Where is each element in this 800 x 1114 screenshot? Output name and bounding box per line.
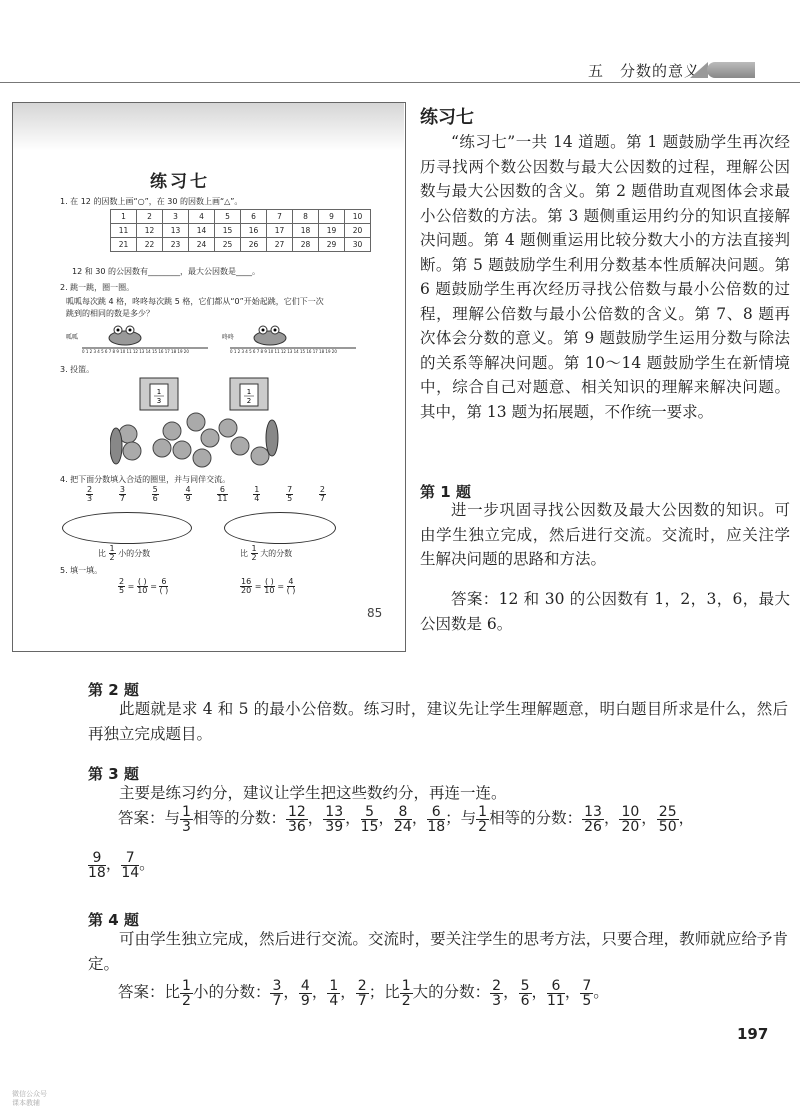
- thumb-q5-text: 5. 填一填。: [60, 566, 103, 575]
- fraction: $\frac{1}{4}$: [329, 977, 339, 1009]
- grid-row: [111, 224, 371, 238]
- q4-body: 可由学生独立完成，然后进行交流。交流时，要关注学生的思考方法，只要合理，教师就应给予肯定。: [88, 930, 788, 973]
- grid-cell: 5: [215, 210, 241, 224]
- fraction: $\frac{2}{7}$: [357, 977, 367, 1009]
- header-rule: [0, 82, 800, 83]
- frog-right-icon: [254, 326, 286, 345]
- thumb-title: 练习七: [150, 172, 210, 192]
- grid-cell: 22: [137, 238, 163, 252]
- q4-half-a: $\frac{1}{2}$: [182, 977, 191, 1009]
- watermark: 微信公众号 课本教辅: [12, 1090, 47, 1107]
- numline-ticks-left: 0 1 2 3 4 5 6 7 8 9 10 11 12 13 14 15 16 17 18 19 20: [82, 349, 189, 354]
- thumb-q2-text: 2. 跳一跳，圈一圈。: [60, 283, 135, 292]
- fraction: $\frac{13}{39}$: [325, 803, 344, 835]
- right-oval: [224, 512, 336, 544]
- fraction: $\frac{5}{6}$: [520, 977, 530, 1009]
- grid-row: [111, 210, 371, 224]
- fraction: $\frac{6}{11}$: [217, 485, 228, 503]
- header-tab: [707, 62, 755, 78]
- fraction: $\frac{25}{50}$: [658, 803, 677, 835]
- frog-number-lines: [70, 320, 360, 360]
- grid-cell: 13: [163, 224, 189, 238]
- thumb-q2-body1: 呱呱每次跳 4 格，咚咚每次跳 5 格，它们都从“0”开始起跳，它们下一次: [66, 297, 324, 306]
- q4-answer: 答案：比 $\frac{1}{2}$ 小的分数： $\frac{3}{7}$ ， $\frac{4}{9}$ ， $\frac{1}{4}$ ， $\frac{2}{7}$ ；比 $\frac{1}{2}$ 大的分数： $\frac{2}{3}$ ， $\frac{5}{6}$ ， $\frac{6}{11}$ ， $\frac{7}{5}$ 。: [118, 977, 609, 1009]
- svg-text:3: 3: [156, 397, 162, 405]
- fraction: $\frac{8}{24}$: [393, 803, 412, 835]
- svg-text:1: 1: [246, 388, 252, 396]
- fraction: $\frac{1}{4}$: [254, 485, 260, 503]
- textbook-page-gradient: [13, 103, 404, 151]
- grid-cell: 4: [189, 210, 215, 224]
- thumb-q5-right: $\frac{16}{20}$ = $\frac{( )}{10}$ = $\frac{4}{( )}$: [241, 577, 296, 595]
- fraction: $\frac{4}{9}$: [185, 485, 191, 503]
- basketball-illustration: [110, 376, 280, 468]
- fraction: $\frac{2}{7}$: [319, 485, 325, 503]
- thumb-q4-text: 4. 把下面分数填入合适的圈里，并与同伴交流。: [60, 475, 231, 484]
- grid-row: [111, 238, 371, 252]
- q4-title: 第 4 题: [88, 911, 139, 929]
- svg-text:1: 1: [156, 388, 162, 396]
- q1-answer: 答案：12 和 30 的公因数有 1，2，3，6，最大公因数是 6。: [420, 590, 790, 633]
- frog-left-label: 呱呱: [66, 334, 79, 341]
- grid-cell: 20: [345, 224, 371, 238]
- grid-cell: 25: [215, 238, 241, 252]
- q4-half-b: $\frac{1}{2}$: [401, 977, 411, 1009]
- frog-left-icon: [109, 326, 141, 345]
- grid-cell: 9: [319, 210, 345, 224]
- grid-cell: 12: [137, 224, 163, 238]
- chapter-header: 五 分数的意义: [588, 62, 701, 80]
- q1-body: 进一步巩固寻找公因数及最大公因数的知识。可由学生独立完成，然后进行交流。交流时，应关注学生解决问题的思路和方法。: [420, 501, 790, 568]
- q3-title: 第 3 题: [88, 765, 139, 783]
- grid-cell: 15: [215, 224, 241, 238]
- q3-answer-line2: $\frac{9}{18}$ ， $\frac{7}{14}$ 。: [88, 849, 155, 881]
- thumb-q1-fill: 12 和 30 的公因数有________，最大公因数是____。: [72, 267, 260, 276]
- thumb-q4-fractions: [86, 486, 326, 503]
- fraction: $\frac{6}{11}$: [547, 977, 565, 1009]
- grid-cell: 19: [319, 224, 345, 238]
- fraction: $\frac{7}{5}$: [582, 977, 592, 1009]
- fraction: $\frac{10}{20}$: [621, 803, 640, 835]
- numline-ticks-right: 0 1 2 3 4 5 6 7 8 9 10 11 12 13 14 15 16 17 18 19 20: [230, 349, 337, 354]
- grid-cell: 23: [163, 238, 189, 252]
- thumb-q2-body2: 跳到的相同的数是多少？: [66, 309, 154, 318]
- fraction: $\frac{9}{18}$: [88, 849, 106, 881]
- q2-body: 此题就是求 4 和 5 的最小公倍数。练习时，建议先让学生理解题意，明白题目所求是什么，然后再独立完成题目。: [88, 700, 788, 743]
- grid-cell: 17: [267, 224, 293, 238]
- fraction: $\frac{7}{5}$: [287, 485, 293, 503]
- fraction: $\frac{2}{3}$: [87, 485, 93, 503]
- grid-cell: 10: [345, 210, 371, 224]
- q3-body: 主要是练习约分，建议让学生把这些数约分，再连一连。: [119, 784, 507, 802]
- grid-cell: 24: [189, 238, 215, 252]
- fraction: $\frac{2}{3}$: [492, 977, 502, 1009]
- thumb-q1-text: 1. 在 12 的因数上画“○”，在 30 的因数上画“△”。: [60, 197, 243, 206]
- q3-third: $\frac{1}{3}$: [182, 803, 191, 835]
- fraction: $\frac{13}{26}$: [584, 803, 602, 835]
- grid-cell: 6: [241, 210, 267, 224]
- grid-cell: 26: [241, 238, 267, 252]
- grid-cell: 7: [267, 210, 293, 224]
- grid-cell: 11: [111, 224, 137, 238]
- page-number: 197: [737, 1025, 769, 1043]
- grid-cell: 27: [267, 238, 293, 252]
- grid-cell: 1: [111, 210, 137, 224]
- thumb-q5-left: $\frac{2}{5}$ = $\frac{( )}{10}$ = $\frac{6}{( )}$: [119, 577, 169, 595]
- thumb-half-right: $\frac{1}{2}$: [251, 544, 257, 562]
- grid-cell: 16: [241, 224, 267, 238]
- thumb-q4-right-label: 比 $\frac{1}{2}$ 大的分数: [240, 544, 293, 562]
- grid-cell: 3: [163, 210, 189, 224]
- section-title: 练习七: [420, 107, 474, 128]
- thumb-q3-text: 3. 投篮。: [60, 365, 95, 374]
- left-oval: [62, 512, 192, 544]
- q3-answer-line1: 答案：与 $\frac{1}{3}$ 相等的分数： $\frac{12}{36}$ ， $\frac{13}{39}$ ， $\frac{5}{15}$ ， $\frac{8}{24}$ ， $\frac{6}{18}$ ；与 $\frac{1}{2}$ 相等的分数： $\frac{13}{26}$ ， $\frac{10}{20}$ ， $\frac{25}{50}$ ，: [118, 803, 695, 835]
- header-decoration: [690, 62, 708, 78]
- thumb-page-number: 85: [367, 606, 383, 620]
- fraction: $\frac{6}{18}$: [427, 803, 446, 835]
- fraction: $\frac{4}{9}$: [300, 977, 310, 1009]
- factor-grid: [110, 209, 371, 252]
- grid-cell: 29: [319, 238, 345, 252]
- grid-cell: 2: [137, 210, 163, 224]
- q1-title: 第 1 题: [420, 483, 471, 501]
- fraction: $\frac{5}{15}$: [360, 803, 379, 835]
- thumb-q4-left-label: 比 $\frac{1}{2}$ 小的分数: [98, 544, 151, 562]
- fraction: $\frac{7}{14}$: [121, 849, 140, 881]
- svg-text:2: 2: [246, 397, 252, 405]
- grid-cell: 14: [189, 224, 215, 238]
- intro-paragraph: “练习七”一共 14 道题。第 1 题鼓励学生再次经历寻找两个数公因数与最大公因数的过程，理解公因数与最大公因数的含义。第 2 题借助直观图体会求最小公倍数的方法。第 3 题侧重运用约分的知识直接解决问题。第 4 题侧重运用比较分数大小的方法直接判断。第 5 题鼓励学生利用分数基本性质解决问题。第 6 题鼓励学生再次经历寻找公倍数与最小公倍数的过程，理解公倍数与最小公倍数的含义。第 7、8 题再次体会分数的意义。第 9 题鼓励学生运用分数与除法的关系等解决问题。第 10～14 题鼓励学生在新情境中，综合自己对题意、相关知识的理解来解决问题。其中，第 13 题为拓展题，不作统一要求。: [420, 133, 790, 421]
- grid-cell: 28: [293, 238, 319, 252]
- fraction: $\frac{3}{7}$: [119, 485, 125, 503]
- q3-half: $\frac{1}{2}$: [478, 803, 488, 835]
- q2-title: 第 2 题: [88, 681, 139, 699]
- thumb-half-left: $\frac{1}{2}$: [109, 544, 115, 562]
- frog-right-label: 咚咚: [222, 334, 235, 341]
- fraction: $\frac{3}{7}$: [272, 977, 282, 1009]
- grid-cell: 30: [345, 238, 371, 252]
- grid-cell: 21: [111, 238, 137, 252]
- grid-cell: 8: [293, 210, 319, 224]
- fraction: $\frac{12}{36}$: [287, 803, 306, 835]
- grid-cell: 18: [293, 224, 319, 238]
- fraction: $\frac{5}{6}$: [152, 485, 158, 503]
